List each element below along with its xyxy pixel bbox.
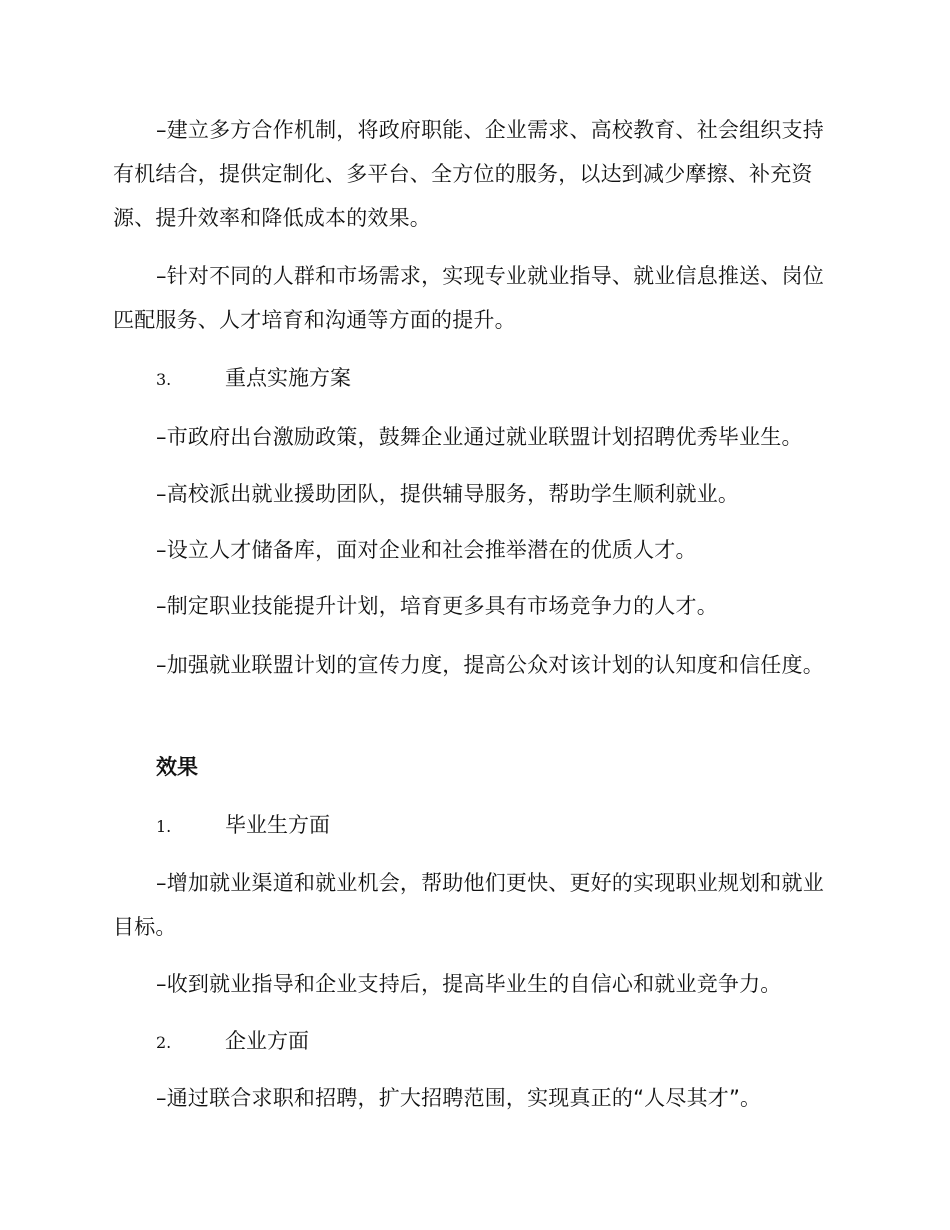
item-number: 2. xyxy=(156,1033,172,1052)
numbered-item-implementation-plan xyxy=(156,356,351,402)
paragraph-assistance-team: –高校派出就业援助团队，提供辅导服务，帮助学生顺利就业。 xyxy=(156,482,740,506)
paragraph-confidence: –收到就业指导和企业支持后，提高毕业生的自信心和就业竞争力。 xyxy=(156,972,782,996)
paragraph-skills-plan: –制定职业技能提升计划，培育更多具有市场竞争力的人才。 xyxy=(156,594,718,618)
paragraph-publicity: –加强就业联盟计划的宣传力度，提高公众对该计划的认知度和信任度。 xyxy=(156,653,824,677)
item-label: 毕业生方面 xyxy=(225,813,330,837)
item-number: 3. xyxy=(156,370,172,389)
paragraph-employment-channels: –增加就业渠道和就业机会，帮助他们更快、更好的实现职业规划和就业目标。 xyxy=(113,871,824,939)
paragraph-targeted-services: –针对不同的人群和市场需求，实现专业就业指导、就业信息推送、岗位匹配服务、人才培育和沟通等方面的提升。 xyxy=(113,264,824,332)
item-label: 企业方面 xyxy=(225,1029,309,1053)
paragraph-incentive-policy: –市政府出台激励政策，鼓舞企业通过就业联盟计划招聘优秀毕业生。 xyxy=(156,425,803,449)
section-heading-effect: 效果 xyxy=(156,755,198,779)
numbered-item-graduates xyxy=(156,803,330,849)
paragraph-cooperation-mechanism: –建立多方合作机制，将政府职能、企业需求、高校教育、社会组织支持有机结合，提供定制化、多平台、全方位的服务，以达到减少摩擦、补充资源、提升效率和降低成本的效果。 xyxy=(113,118,824,230)
item-number: 1. xyxy=(156,817,172,836)
paragraph-joint-recruitment: –通过联合求职和招聘，扩大招聘范围，实现真正的“人尽其才”。 xyxy=(156,1086,762,1110)
paragraph-talent-pool: –设立人才储备库，面对企业和社会推举潜在的优质人才。 xyxy=(156,538,697,562)
numbered-item-enterprises xyxy=(156,1019,309,1065)
item-label: 重点实施方案 xyxy=(225,366,351,390)
